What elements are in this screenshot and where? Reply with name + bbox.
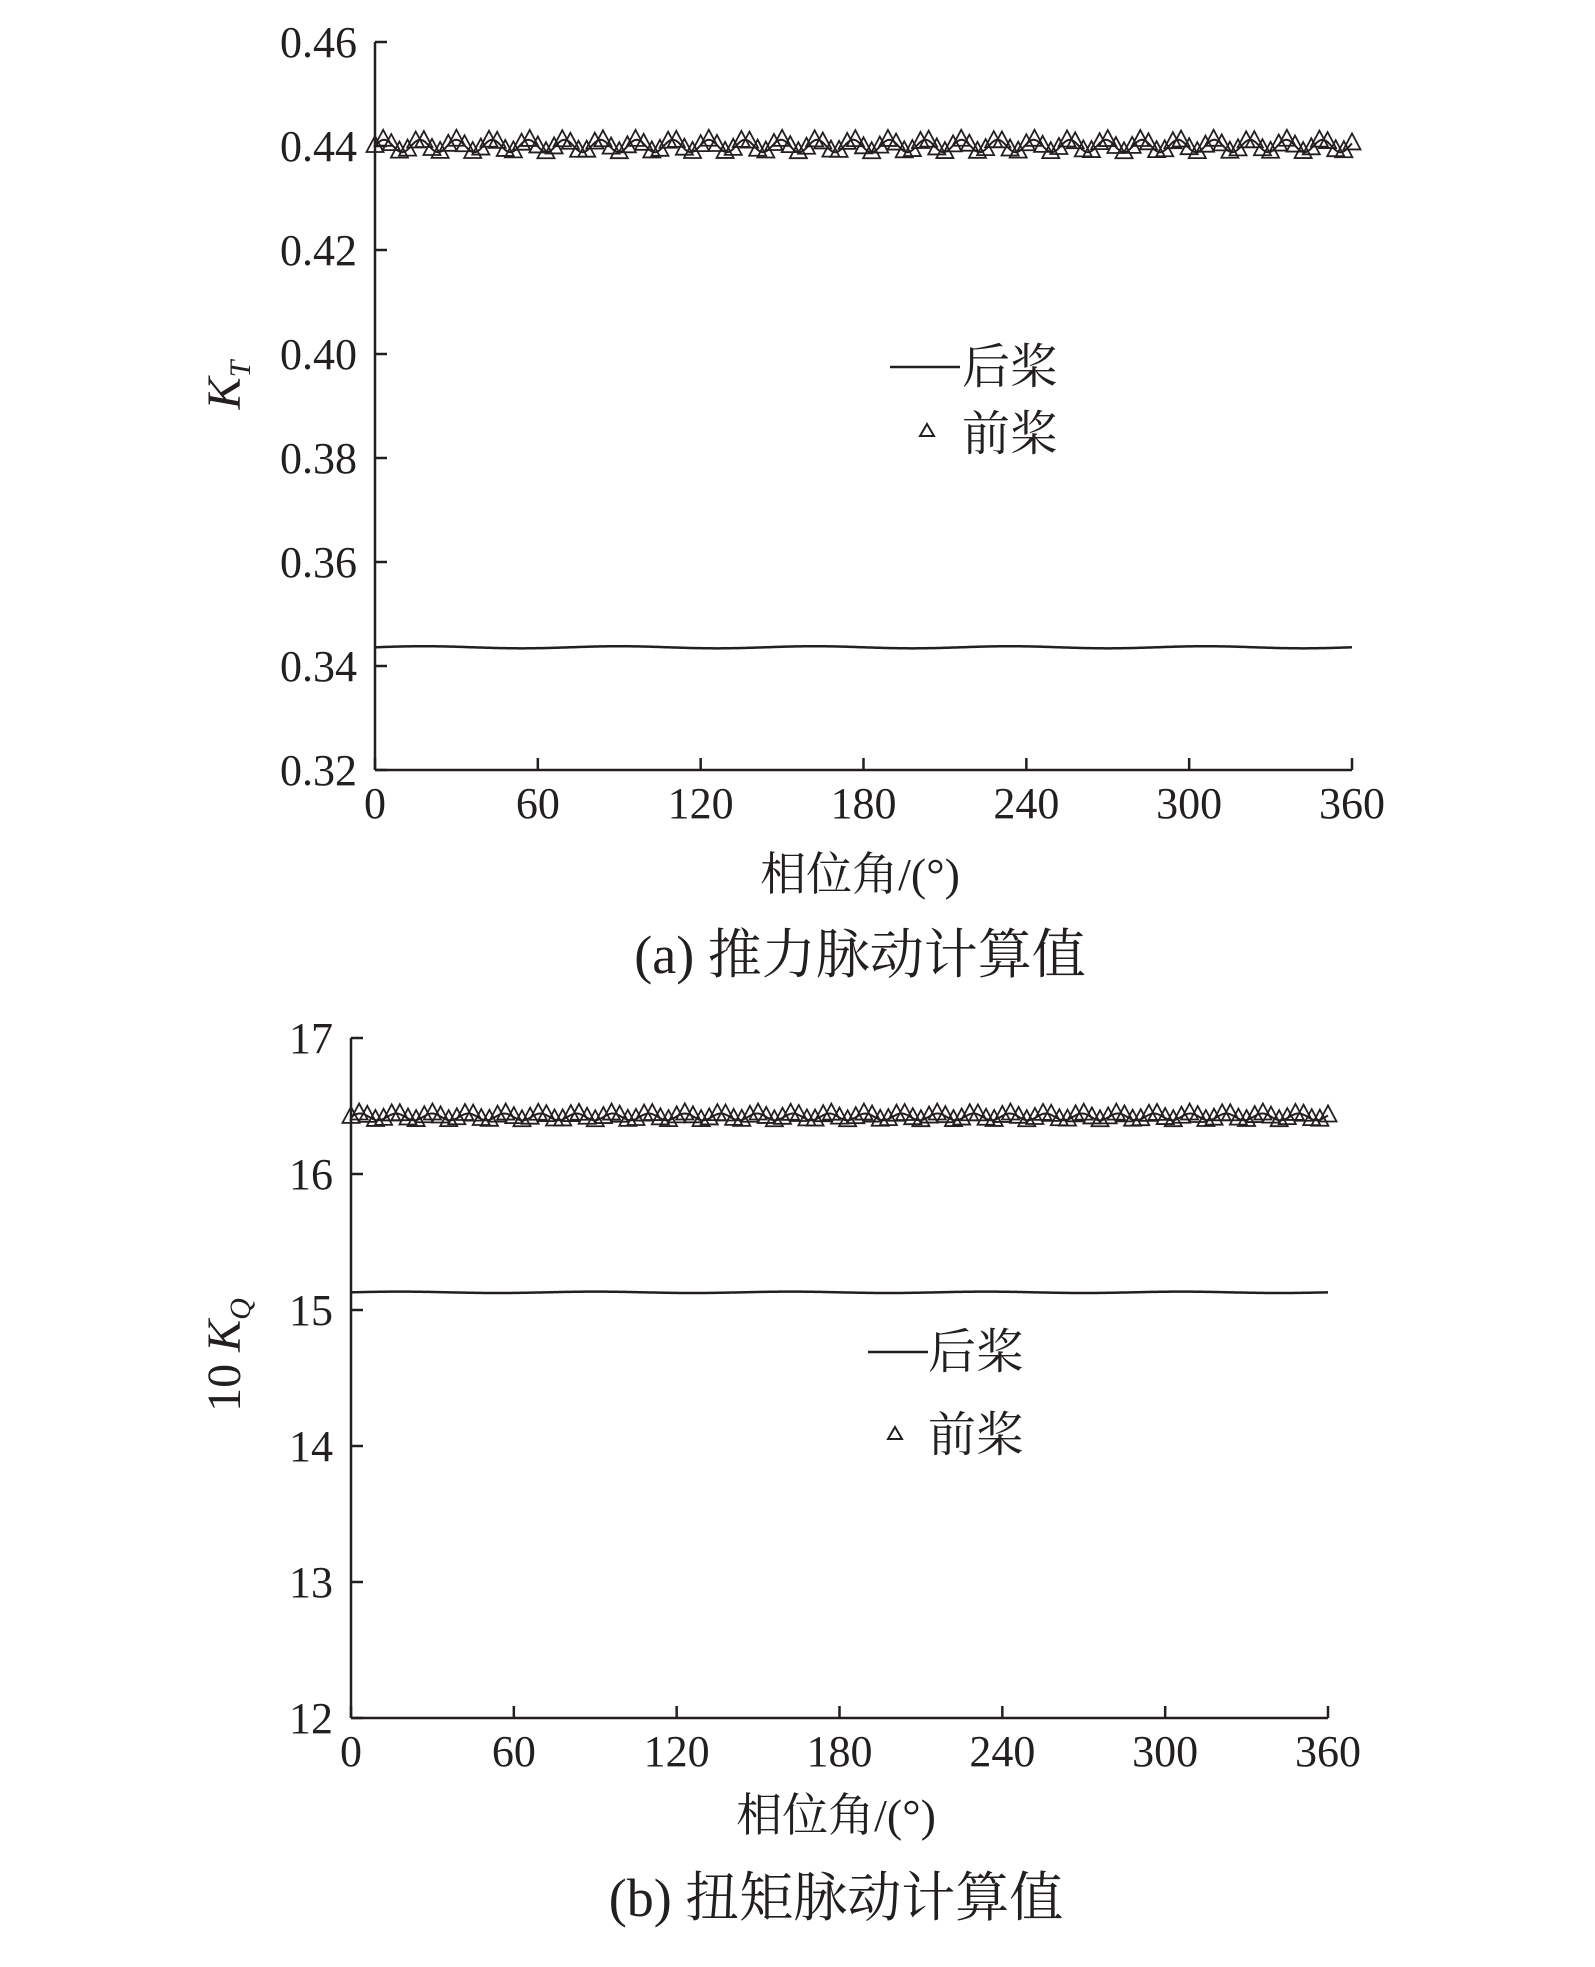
panel-a-x-axis-title: 相位角/(°) <box>760 849 960 900</box>
panel-a-x-tick-label: 240 <box>993 779 1060 828</box>
panel-b-x-tick-label: 360 <box>1295 1727 1361 1776</box>
panel-b-y-tick-label: 12 <box>289 1694 333 1743</box>
panel-b-y-tick-label: 13 <box>289 1558 333 1607</box>
panel-a-y-tick-label: 0.40 <box>280 330 357 379</box>
panel-b-y-tick-label: 15 <box>289 1286 333 1335</box>
panel-b-x-tick-label: 120 <box>643 1727 710 1776</box>
panel-a-y-label-main: K <box>198 377 251 410</box>
panel-b-x-axis-title: 相位角/(°) <box>736 1790 936 1841</box>
panel-b-legend-label-front: 前桨 <box>928 1409 1025 1462</box>
panel-b-y-label-sub: Q <box>224 1298 257 1320</box>
panel-a-x-tick-label: 60 <box>515 779 560 828</box>
panel-a-y-tick-label: 0.46 <box>280 18 357 67</box>
panel-b-x-tick-label: 300 <box>1132 1727 1199 1776</box>
panel-b-y-tick-label: 17 <box>289 1014 333 1063</box>
panel-a-x-tick-label: 0 <box>364 779 386 828</box>
panel-a-legend-label-rear: 后桨 <box>962 341 1059 394</box>
panel-a-y-label-sub: T <box>224 360 257 378</box>
panel-a-y-tick-label: 0.34 <box>280 642 357 691</box>
panel-a-x-tick-label: 120 <box>667 779 734 828</box>
panel-a-legend-label-front: 前桨 <box>962 408 1059 461</box>
panel-b-x-tick-label: 180 <box>806 1727 873 1776</box>
panel-b-x-tick-label: 60 <box>491 1727 536 1776</box>
panel-b-y-tick-label: 16 <box>289 1150 333 1199</box>
panel-b-series-rear-line <box>351 1292 1328 1293</box>
panel-b-y-label-main: K <box>198 1319 251 1352</box>
panel-a-x-tick-label: 360 <box>1319 779 1385 828</box>
panel-a-y-tick-label: 0.36 <box>280 538 357 587</box>
panel-a-y-tick-label: 0.32 <box>280 746 357 795</box>
panel-b-x-tick-label: 240 <box>969 1727 1036 1776</box>
panel-a-y-tick-label: 0.42 <box>280 226 357 275</box>
panel-a-y-tick-label: 0.44 <box>280 122 357 171</box>
panel-a-x-tick-label: 180 <box>830 779 897 828</box>
panel-a-x-tick-label: 300 <box>1156 779 1223 828</box>
panel-b-legend-label-rear: 后桨 <box>928 1326 1025 1379</box>
panel-a-caption: (a) 推力脉动计算值 <box>634 925 1086 985</box>
panel-a-y-tick-label: 0.38 <box>280 434 357 483</box>
panel-b-y-label-prefix: 10 <box>198 1351 251 1412</box>
panel-b-caption: (b) 扭矩脉动计算值 <box>608 1868 1064 1928</box>
panel-b-x-tick-label: 0 <box>340 1727 362 1776</box>
panel-b-y-tick-label: 14 <box>289 1422 333 1471</box>
